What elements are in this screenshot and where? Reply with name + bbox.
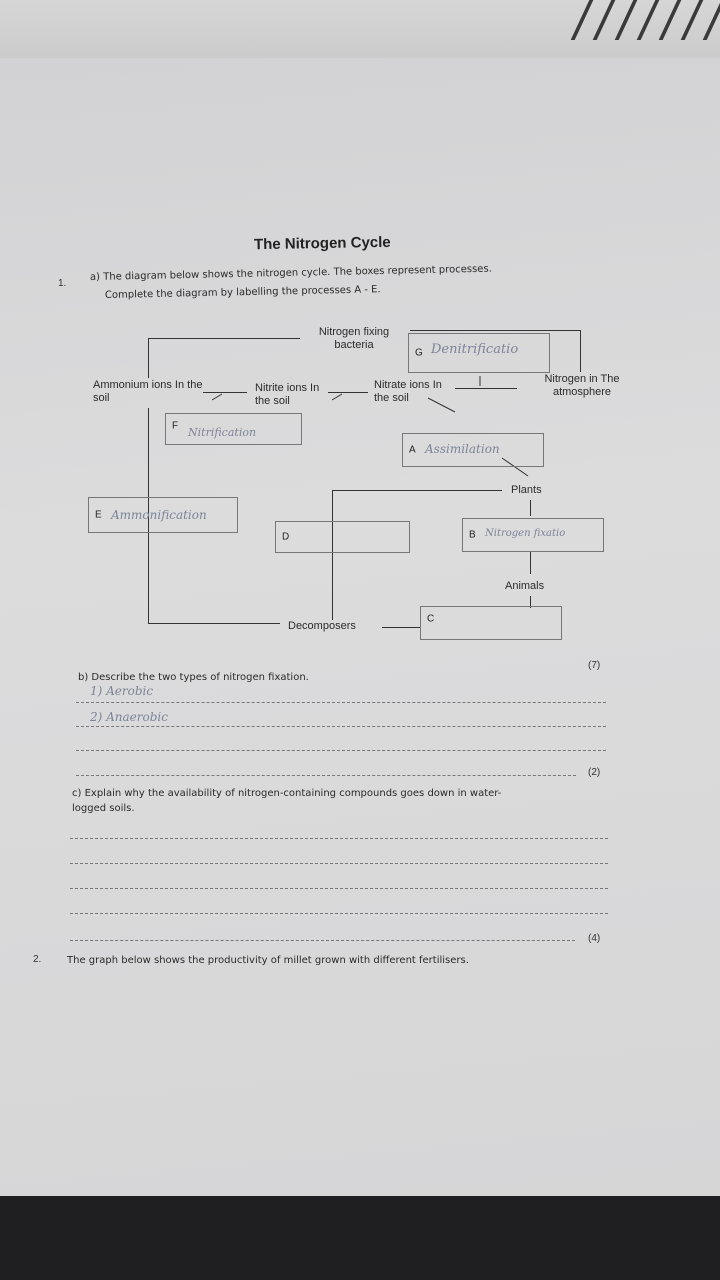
label-nitrogen-atmosphere: Nitrogen in The atmosphere [544, 373, 620, 398]
box-a-letter: A [409, 444, 416, 456]
box-e-letter: E [95, 509, 102, 521]
box-f-letter: F [172, 420, 179, 432]
label-plants: Plants [511, 484, 542, 496]
box-b [462, 518, 604, 552]
answer-1b-line-1: 1) Aerobic [90, 684, 154, 698]
question-1c-text: c) Explain why the availability of nitrogen-containing compounds goes down in water- [72, 788, 502, 799]
answer-line [70, 838, 608, 839]
question-number-2: 2. [33, 954, 42, 965]
question-1b-text: b) Describe the two types of nitrogen fixation. [78, 672, 309, 683]
label-animals: Animals [505, 580, 545, 592]
question-1a-text: a) The diagram below shows the nitrogen cycle. The boxes represent processes. [89, 263, 492, 283]
box-g [408, 333, 550, 373]
marks-part-b: (2) [588, 767, 601, 778]
box-b-answer: Nitrogen fixatio [485, 528, 566, 539]
box-b-letter: B [469, 529, 476, 541]
marks-part-c: (4) [588, 933, 601, 944]
box-g-letter: G [415, 347, 423, 359]
box-c [420, 606, 562, 640]
label-nitrate-ions: Nitrate ions In the soil [374, 379, 442, 404]
box-a [402, 433, 544, 467]
box-f-answer: Nitrification [188, 426, 257, 439]
answer-line [70, 913, 608, 914]
answer-line [70, 940, 575, 941]
answer-line [76, 702, 606, 703]
box-e [88, 497, 238, 533]
box-d-letter: D [282, 531, 290, 543]
question-1c-text-cont: logged soils. [72, 803, 135, 814]
question-2-text: The graph below shows the productivity of millet grown with different fertilisers. [67, 955, 469, 966]
label-nitrogen-fixing-bacteria: Nitrogen fixing bacteria [318, 326, 390, 351]
label-ammonium-ions: Ammonium ions In the soil [93, 379, 203, 404]
answer-line [76, 750, 606, 751]
answer-line [76, 775, 576, 776]
label-nitrite-ions: Nitrite ions In the soil [255, 382, 320, 407]
question-number-1: 1. [58, 278, 67, 289]
box-d [275, 521, 410, 553]
question-1a-instruction: Complete the diagram by labelling the processes A - E. [104, 284, 381, 301]
box-g-answer: Denitrificatio [431, 342, 519, 357]
label-decomposers: Decomposers [288, 620, 356, 632]
box-f [165, 413, 302, 445]
answer-line [70, 863, 608, 864]
answer-line [70, 888, 608, 889]
answer-1b-line-2: 2) Anaerobic [90, 710, 168, 724]
box-c-letter: C [427, 613, 435, 625]
answer-line [76, 726, 606, 727]
marks-part-a: (7) [588, 660, 601, 671]
box-e-answer: Ammonification [111, 508, 207, 522]
box-a-answer: Assimilation [425, 442, 500, 456]
page-title: The Nitrogen Cycle [253, 233, 391, 254]
